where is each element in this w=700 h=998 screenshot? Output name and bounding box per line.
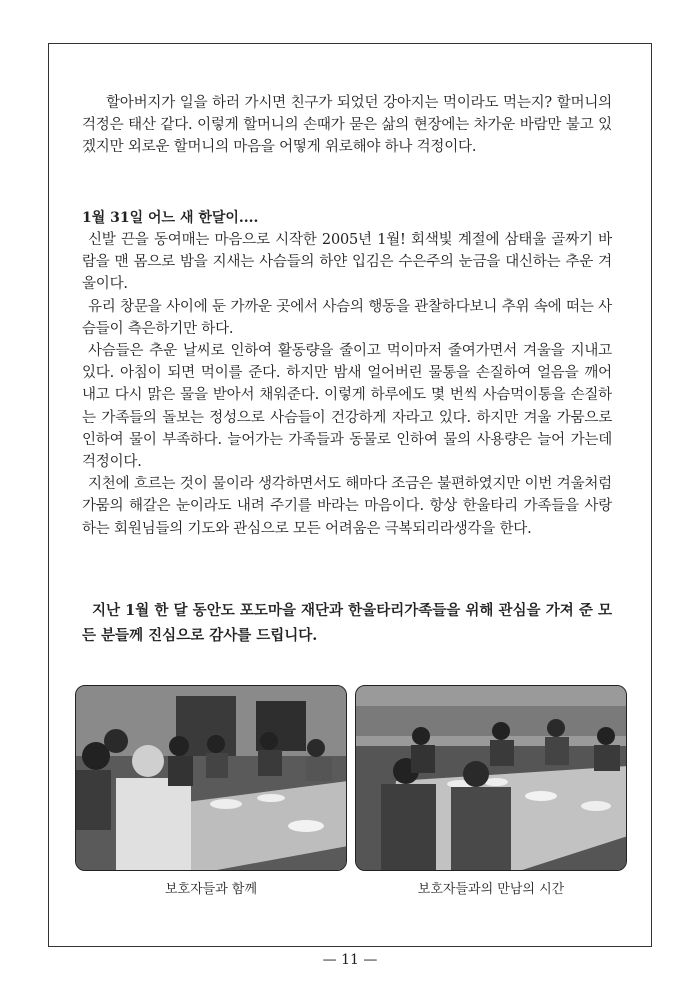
paragraph-text: 할아버지가 일을 하러 가시면 친구가 되었던 강아지는 먹이라도 먹는지? 할머니의 걱정은 태산 같다. 이렇게 할머니의 손때가 묻은 삶의 현장에는 차가운 바람만 불고 있겠지만 외로운 할머니의 마음을 어떻게 위로해야 하나 걱정이다. <box>82 95 612 156</box>
photo-meeting-time <box>355 685 627 871</box>
page-number: — 11 — <box>322 952 378 968</box>
photo-caption: 보호자들과 함께 <box>164 882 258 897</box>
section-paragraph: 사슴들은 추운 날씨로 인하여 활동량을 줄이고 먹이마저 줄여가면서 겨울을 지내고 있다. 아침이 되면 먹이를 준다. 하지만 밤새 얼어버린 물통을 손질하여 얼음을 깨어 내고 다시 맑은 물을 받아서 채워준다. 이렇게 하루에도 몇 번씩 사슴먹이통을 손질하는 가족들의 돌보는 정성으로 사슴들이 건강하게 자라고 있다. 하지만 겨울 가뭄으로 인하여 물이 부족하다. 늘어가는 가족들과 동물로 인하여 물의 사용량은 늘어 가는데 걱정이다. <box>82 343 612 471</box>
thanks-note: 지난 1월 한 달 동안도 포도마을 재단과 한울타리가족들을 위해 관심을 가져 준 모든 분들께 진심으로 감사를 드립니다. <box>82 602 612 644</box>
intro-paragraph <box>82 92 612 159</box>
diary-section <box>82 207 612 540</box>
section-paragraph: 유리 창문을 사이에 둔 가까운 곳에서 사슴의 행동을 관찰하다보니 추위 속에 떠는 사슴들이 측은하기만 하다. <box>82 298 612 337</box>
section-paragraph: 신발 끈을 동여매는 마음으로 시작한 2005년 1월! 회색빛 계절에 삼태울 골짜기 바람을 맨 몸으로 밤을 지새는 사슴들의 하얀 입김은 수은주의 눈금을 대신하는 추운 겨울이다. <box>82 232 612 293</box>
photo-with-guardians <box>75 685 347 871</box>
section-paragraph: 지천에 흐르는 것이 물이라 생각하면서도 해마다 조금은 불편하였지만 이번 겨울처럼 가뭄의 해갈은 눈이라도 내려 주기를 바라는 마음이다. 항상 한울타리 가족들을 사랑하는 회원님들의 기도와 관심으로 모든 어려움은 극복되리라생각을 한다. <box>82 476 612 537</box>
section-heading: 1월 31일 어느 새 한달이.... <box>82 210 259 226</box>
photo-caption: 보호자들과의 만남의 시간 <box>417 882 565 897</box>
